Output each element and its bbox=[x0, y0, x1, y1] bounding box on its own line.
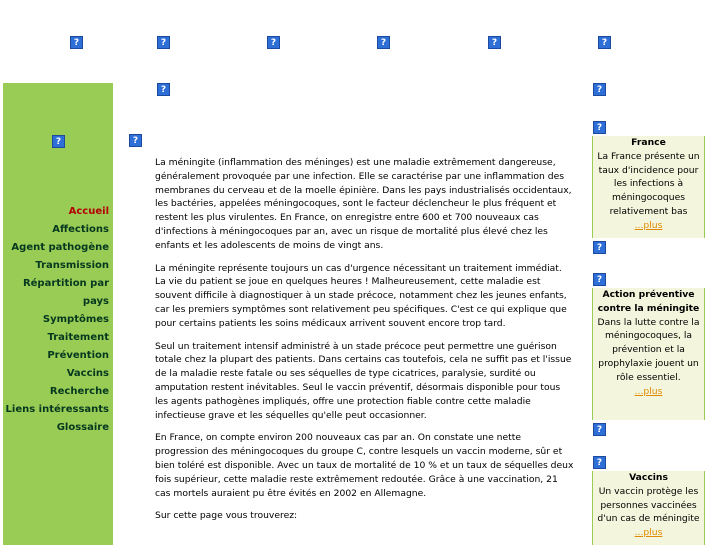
broken-image-icon: ? bbox=[593, 83, 606, 96]
broken-image-icon: ? bbox=[267, 36, 280, 49]
nav-item-vaccins[interactable]: Vaccins bbox=[66, 368, 109, 379]
broken-image-icon: ? bbox=[593, 241, 606, 254]
broken-image-icon: ? bbox=[593, 273, 606, 286]
info-box-text: Dans la lutte contre la méningocoques, la prévention et la prophylaxie jouent un rôle essentiel. bbox=[597, 316, 700, 383]
broken-image-icon: ? bbox=[377, 36, 390, 49]
nav-item-traitement[interactable]: Traitement bbox=[47, 332, 109, 343]
info-box-title: France bbox=[631, 137, 666, 148]
sidebar-nav bbox=[0, 203, 109, 437]
broken-image-icon: ? bbox=[157, 83, 170, 96]
broken-image-icon: ? bbox=[70, 36, 83, 49]
nav-item-liens[interactable]: Liens intéressants bbox=[5, 404, 109, 415]
broken-image-icon: ? bbox=[593, 423, 606, 436]
info-box-title: Vaccins bbox=[629, 472, 668, 483]
nav-item-prevention[interactable]: Prévention bbox=[47, 350, 109, 361]
broken-image-icon: ? bbox=[52, 135, 65, 148]
broken-image-icon: ? bbox=[598, 36, 611, 49]
paragraph: La méningite (inflammation des méninges) est une maladie extrêmement dangereuse, généralement provoquée par une infection. Elle se caractérise par une inflammation des membranes du cerveau et de la moelle épinière. Dans les pays industrialisés occidentaux, les bactéries, appelées méningocoques, sont le facteur déclencheur le plus fréquent et restent les plus virulentes. En France, on enregistre entre 600 et 700 nouveaux cas d'infections à méningocoques par an, avec un risque de mortalité plus élevé chez les enfants et les adolescents de moins de vingt ans. bbox=[155, 157, 572, 251]
broken-image-icon: ? bbox=[129, 134, 142, 147]
more-link[interactable]: ...plus bbox=[634, 385, 663, 397]
more-link[interactable]: ...plus bbox=[634, 527, 663, 539]
info-box-prevention bbox=[592, 288, 705, 420]
broken-image-icon: ? bbox=[593, 121, 606, 134]
paragraph: Seul un traitement intensif administré à un stade précoce peut permettre une guérison totale chez la plupart des patients. Dans certains cas toutefois, cela ne suffit pas et l'issue de la maladie reste fatale ou ses séquelles de type cicatrices, paralysie, surdité ou amputation restent inévitables. Seul le vaccin préventif, désormais disponible pour tous les agents pathogènes impliqués, offre une protection fiable contre cette maladie infectieuse grave et les séquelles qu'elle peut occasionner. bbox=[155, 340, 572, 421]
nav-item-affections[interactable]: Affections bbox=[52, 224, 109, 235]
nav-item-glossaire[interactable]: Glossaire bbox=[56, 422, 109, 433]
nav-item-accueil[interactable]: Accueil bbox=[68, 206, 109, 217]
broken-image-icon: ? bbox=[157, 36, 170, 49]
paragraph: Sur cette page vous trouverez: bbox=[155, 510, 298, 522]
broken-image-icon: ? bbox=[593, 456, 606, 469]
info-box-vaccins bbox=[592, 471, 705, 545]
more-link[interactable]: ...plus bbox=[634, 219, 663, 231]
paragraph: La méningite représente toujours un cas d'urgence nécessitant un traitement immédiat. La vie du patient se joue en quelques heures ! Malheureusement, cette maladie est souvent difficile à diagnostiquer à un stade précoce, notamment chez les jeunes enfants, car les premiers symptômes sont relativement peu spécifiques. C'est ce qui explique que pour certains patients les soins médicaux arrivent souvent encore trop tard. bbox=[155, 262, 567, 329]
info-box-france bbox=[592, 136, 705, 238]
info-box-title: Action préventive contre la méningite bbox=[597, 289, 700, 314]
info-box-text: Un vaccin protège les personnes vaccinées d'un cas de méningite bbox=[597, 485, 700, 525]
nav-item-repartition[interactable]: Répartition par pays bbox=[22, 278, 109, 307]
main-content bbox=[155, 156, 575, 532]
nav-item-transmission[interactable]: Transmission bbox=[35, 260, 109, 271]
paragraph: En France, on compte environ 200 nouveaux cas par an. On constate une nette progression des méningocoques du groupe C, contre lesquels un vaccin moderne, sûr et bien toléré est disponible. Avec un taux de mortalité de 10 % et un taux de séquelles deux fois supérieur, cette maladie reste extrêmement redoutée. Grâce à une vaccination, 21 cas mortels auraient pu être évités en 2002 en Allemagne. bbox=[155, 432, 574, 499]
nav-item-recherche[interactable]: Recherche bbox=[49, 386, 109, 397]
broken-image-icon: ? bbox=[488, 36, 501, 49]
info-box-text: La France présente un taux d'incidence pour les infections à méningocoques relativement bas bbox=[597, 150, 700, 217]
nav-item-agent-pathogene[interactable]: Agent pathogène bbox=[11, 242, 109, 253]
nav-item-symptomes[interactable]: Symptômes bbox=[42, 314, 109, 325]
